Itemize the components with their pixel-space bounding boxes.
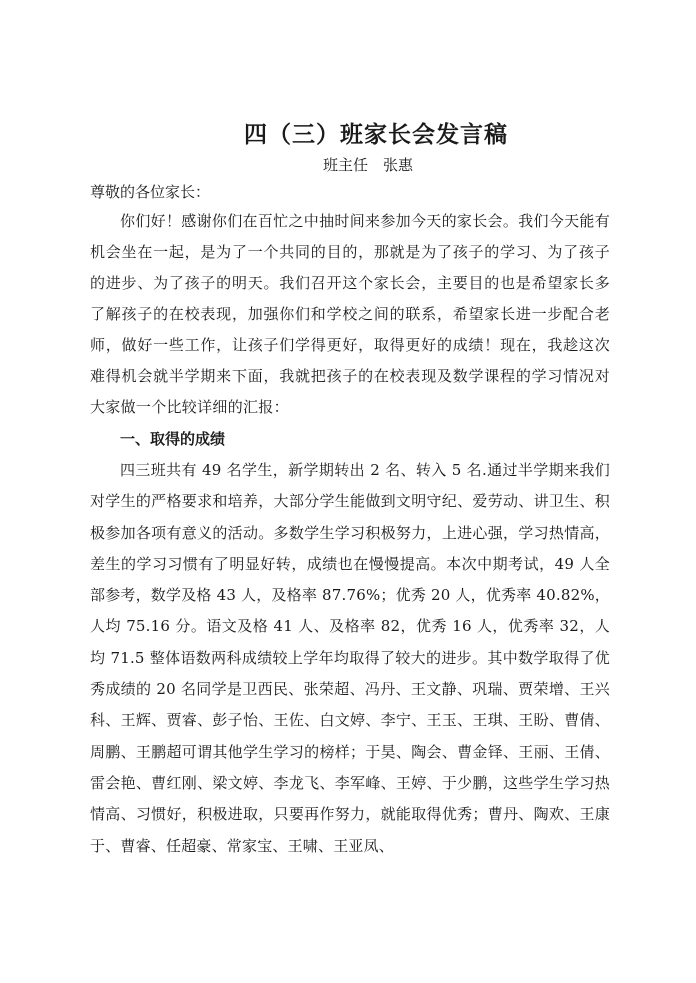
salutation: 尊敬的各位家长： <box>90 183 211 201</box>
author-line: 班主任 张惠 <box>322 156 413 174</box>
document-page <box>90 118 610 862</box>
document-title: 四（三）班家长会发言稿 <box>244 121 508 148</box>
section-heading-achievements: 一、取得的成绩 <box>120 430 226 448</box>
paragraph-achievements: 四三班共有 49 名学生，新学期转出 2 名、转入 5 名.通过半学期来我们对学生的严格要求和培养，大部分学生能做到文明守纪、爱劳动、讲卫生、积极参加各项有意义的活动。多数学生学习积极努力，上进心强，学习热情高，差生的学习习惯有了明显好转，成绩也在慢慢提高。本次中期考试，49 人全部参考，数学及格 43 人，及格率 87.76%；优秀 20 人，优秀率 40.82%，人均 75.16 分。语文及格 41 人、及格率 82，优秀 16 人，优秀率 32，人均 71.5 整体语数两科成绩较上学年均取得了较大的进步。其中数学取得了优秀成绩的 20 名同学是卫西民、张荣超、冯丹、王文静、巩瑞、贾荣增、王兴科、王辉、贾睿、彭子怡、王佐、白文婷、李宁、王玉、王琪、王盼、曹倩、周鹏、王鹏超可谓其他学生学习的榜样；于昊、陶会、曹金铎、王丽、王倩、雷会艳、曹红刚、梁文婷、李龙飞、李军峰、王婷、于少鹏，这些学生学习热情高、习惯好，积极进取，只要再作努力，就能取得优秀；曹丹、陶欢、王康于、曹睿、任超豪、常家宝、王啸、王亚凤、 <box>90 461 610 855</box>
paragraph-opening: 你们好！感谢你们在百忙之中抽时间来参加今天的家长会。我们今天能有机会坐在一起，是为了一个共同的目的，那就是为了孩子的学习、为了孩子的进步、为了孩子的明天。我们召开这个家长会，主要目的也是希望家长多了解孩子的在校表现，加强你们和学校之间的联系，希望家长进一步配合老师，做好一些工作，让孩子们学得更好，取得更好的成绩！现在，我趁这次难得机会就半学期来下面，我就把孩子的在校表现及数学课程的学习情况对大家做一个比较详细的汇报： <box>90 212 610 416</box>
